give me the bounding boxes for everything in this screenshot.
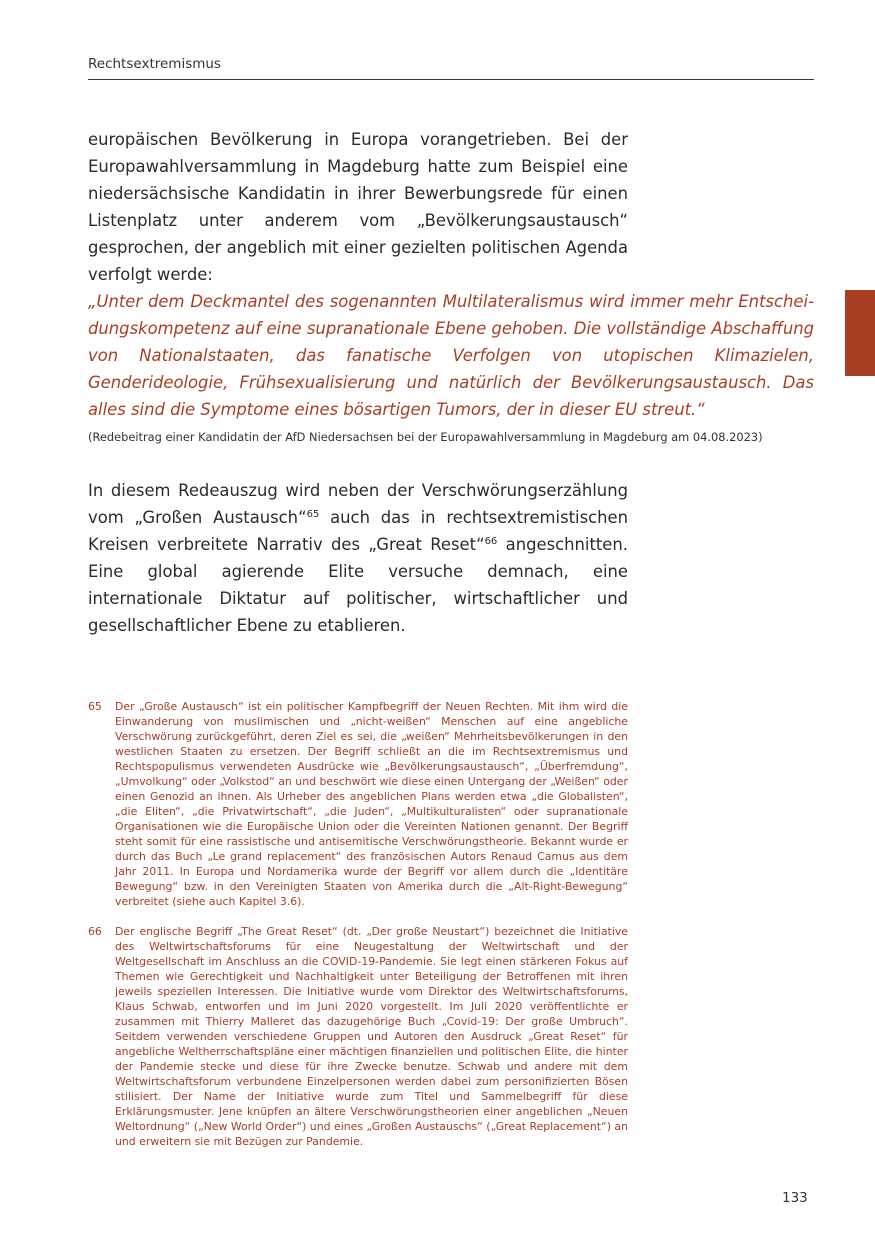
body-paragraph-1: europäischen Bevölkerung in Europa vorangetrieben. Bei der Europawahlversammlung in Magdeburg hatte zum Beispiel eine niedersächsische Kandidatin in ihrer Bewerbungsrede für einen Listenplatz unter anderem vom „Bevölkerungsaustausch“ gesprochen, der angeblich mit einer gezielten politischen Agenda verfolgt werde: [88, 130, 628, 284]
body-paragraph-2 [88, 477, 628, 639]
footnote-ref-66[interactable]: 66 [484, 536, 498, 547]
footnote-ref-65[interactable]: 65 [306, 509, 320, 520]
footnote-66 [88, 924, 628, 1149]
paragraph-2-text-b: auch das in rechtsextremistischen Kreisen verbreitete Narrativ des „Great Reset“ [88, 508, 628, 554]
running-header: Rechtsextremismus [88, 56, 221, 72]
paragraph-2-text-a: In diesem Redeauszug wird neben der Verschwörungserzählung vom „Großen Austausch“ [88, 481, 628, 527]
footnote-number: 65 [88, 700, 102, 713]
page-number: 133 [782, 1190, 808, 1206]
footnote-65 [88, 699, 628, 909]
block-quote: „Unter dem Deckmantel des sogenannten Multilateralismus wird immer mehr Entscheidungskompetenz auf eine supranationale Ebene gehoben. Die vollständige Abschaffung von Nationalstaaten, das fanatische Verfolgen von utopischen Klimazielen, Genderideologie, Frühsexualisierung und natürlich der Bevölkerungsaustausch. Das alles sind die Symptome eines bösartigen Tumors, der in dieser EU streut.“ [88, 292, 814, 419]
header-rule [88, 79, 814, 80]
paragraph-2-text-c: angeschnitten. Eine global agierende Elite versuche demnach, eine internationale Diktatur auf politischer, wirtschaftlicher und gesellschaftlicher Ebene zu etablieren. [88, 535, 628, 635]
footnote-text: Der „Große Austausch“ ist ein politischer Kampfbegriff der Neuen Rechten. Mit ihm wird die Einwanderung von muslimischen und „nicht-weißen“ Menschen auf eine angebliche Verschwörung zurückgeführt, deren Ziel es sei, die „weißen“ Mehrheitsbevölkerungen in den westlichen Staaten zu ersetzen. Der Begriff schließt an die im Rechtsextremismus und Rechtspopulismus verwendeten Ausdrücke wie „Bevölkerungsaustausch“, „Überfremdung“, „Umvolkung“ oder „Volkstod“ an und beschwört wie diese einen Untergang der „Weißen“ oder einen Genozid an ihnen. Als Urheber des angeblichen Plans werden etwa „die Globalisten“, „die Eliten“, „die Privatwirtschaft“, „die Juden“, „Multikulturalisten“ oder supranationale Organisationen wie die Europäische Union oder die Vereinten Nationen genannt. Der Begriff steht somit für eine rassistische und antisemitische Verschwörungstheorie. Bekannt wurde er durch das Buch „Le grand replacement“ des französischen Autors Renaud Camus aus dem Jahr 2011. In Europa und Nordamerika wurde der Begriff vor allem durch die „Identitäre Bewegung“ bzw. in den Vereinigten Staaten von Amerika durch die „Alt-Right-Bewegung“ verbreitet (siehe auch Kapitel 3.6). [115, 700, 628, 908]
quote-source: (Redebeitrag einer Kandidatin der AfD Niedersachsen bei der Europawahlversammlung in Magdeburg am 04.08.2023) [88, 430, 763, 444]
footnote-text: Der englische Begriff „The Great Reset“ (dt. „Der große Neustart“) bezeichnet die Initiative des Weltwirtschaftsforums für eine Neugestaltung der Weltwirtschaft und der Weltgesellschaft im Anschluss an die COVID-19-Pandemie. Sie legt einen stärkeren Fokus auf Themen wie Gerechtigkeit und Nachhaltigkeit unter Beteiligung der Betroffenen mit ihren jeweils speziellen Interessen. Die Initiative wurde vom Direktor des Weltwirtschaftsforums, Klaus Schwab, entworfen und im Juni 2020 vorgestellt. Im Juli 2020 veröffentlichte er zusammen mit Thierry Malleret das dazugehörige Buch „Covid-19: Der große Umbruch“. Seitdem verwenden verschiedene Gruppen und Autoren den Ausdruck „Great Reset“ für angebliche Weltherrschaftspläne einer mächtigen finanziellen und politischen Elite, die hinter der Pandemie stecke und diese für ihre Zwecke benutze. Schwab und andere mit dem Weltwirtschaftsforum verbundene Einzelpersonen werden dabei zum personifizierten Bösen stilisiert. Der Name der Initiative wurde zum Titel und Sammelbegriff für diese Erklärungsmuster. Jene knüpfen an ältere Verschwörungstheorien einer angeblichen „Neuen Weltordnung“ („New World Order“) und eines „Großen Austauschs“ („Great Replacement“) an und erweitern sie mit Bezügen zur Pandemie. [115, 925, 628, 1148]
footnote-number: 66 [88, 925, 102, 938]
chapter-side-tab [845, 290, 875, 376]
